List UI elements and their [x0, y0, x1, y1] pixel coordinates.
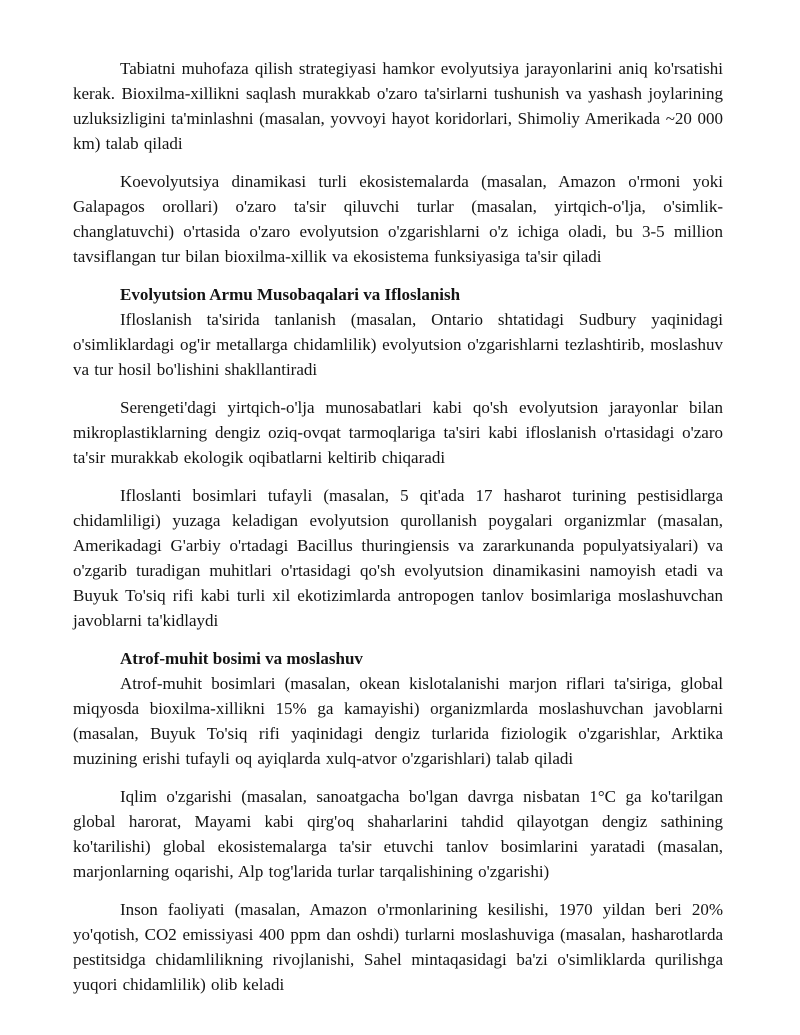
- paragraph-human-activity: Inson faoliyati (masalan, Amazon o'rmonlarining kesilishi, 1970 yildan beri 20% yo'qotish, CO2 emissiyasi 400 ppm dan oshdi) turlarni moslashuviga (masalan, hasharotlarda pestitsidga chidamlilikning rivojlanishi, Sahel mintaqasidagi ba'zi o'simliklarda qurilishga yuqori chidamlilik) olib keladi: [73, 900, 723, 994]
- paragraph-climate-change: Iqlim o'zgarishi (masalan, sanoatgacha bo'lgan davrga nisbatan 1°C ga ko'tarilgan global harorat, Mayami kabi qirg'oq shaharlarini tahdid qilayotgan dengiz sathining ko'tarilishi) global ekosistemalarga ta'sir etuvchi tanlov bosimlarini yaratadi (masalan, marjonlarning oqarishi, Alp tog'larida turlar tarqalishining o'zgarishi): [73, 787, 723, 881]
- section-heading-environmental-pressure: Atrof-muhit bosimi va moslashuv: [120, 649, 363, 668]
- paragraph-environmental-pressures: Atrof-muhit bosimlari (masalan, okean kislotalanishi marjon riflari ta'siriga, global miqyosda bioxilma-xillikni 15% ga kamayishi) organizmlarda moslashuvchan javoblarni (masalan, Buyuk To'siq rifi yaqinidagi dengiz turlarida fiziologik o'zgarishlar, Arktika muzining erishi tufayli oq ayiqlarda xulq-atvor o'zgarishlari) talab qiladi: [73, 674, 723, 768]
- paragraph-serengeti-microplastics: Serengeti'dagi yirtqich-o'lja munosabatlari kabi qo'sh evolyutsion jarayonlar bilan mikroplastiklarning dengiz oziq-ovqat tarmoqlariga ta'siri kabi ifloslanish o'rtasidagi o'zaro ta'sir murakkab ekologik oqibatlarni keltirib chiqaradi: [73, 398, 723, 467]
- paragraph-pollution-selection: Ifloslanish ta'sirida tanlanish (masalan, Ontario shtatidagi Sudbury yaqinidagi o'simliklardagi og'ir metallarga chidamlilik) evolyutsion o'zgarishlarni tezlashtirib, moslashuv va tur hosil bo'lishini shakllantiradi: [73, 310, 723, 379]
- paragraph-conservation-strategy: Tabiatni muhofaza qilish strategiyasi hamkor evolyutsiya jarayonlarini aniq ko'rsatishi kerak. Bioxilma-xillikni saqlash murakkab o'zaro ta'sirlarni tushunish va yashash joylarining uzluksizligini ta'minlashni (masalan, yovvoyi hayot koridorlari, Shimoliy Amerikada ~20 000 km) talab qiladi: [73, 59, 723, 153]
- paragraph-coevolution-dynamics: Koevolyutsiya dinamikasi turli ekosistemalarda (masalan, Amazon o'rmoni yoki Galapagos orollari) o'zaro ta'sir qiluvchi turlar (masalan, yirtqich-o'lja, o'simlik-changlatuvchi) o'rtasida o'zaro evolyutsion o'zgarishlarni o'z ichiga oladi, bu 3-5 million tavsiflangan tur bilan bioxilma-xillik va ekosistema funksiyasiga ta'sir qiladi: [73, 172, 723, 266]
- paragraph-pollutant-pressures: Ifloslanti bosimlari tufayli (masalan, 5 qit'ada 17 hasharot turining pestisidlarga chidamliligi) yuzaga keladigan evolyutsion qurollanish poygalari organizmlar (masalan, Amerikadagi G'arbiy o'rtadagi Bacillus thuringiensis va zararkunanda populyatsiyalari) va o'zgarib turadigan muhitlari o'rtasidagi qo'sh evolyutsion dinamikasini namoyish etadi va Buyuk To'siq rifi kabi turli xil ekotizimlarda antropogen tanlov bosimlariga moslashuvchan javoblarni ta'kidlaydi: [73, 486, 723, 630]
- section-heading-arms-races: Evolyutsion Armu Musobaqalari va Ifloslanish: [120, 285, 461, 304]
